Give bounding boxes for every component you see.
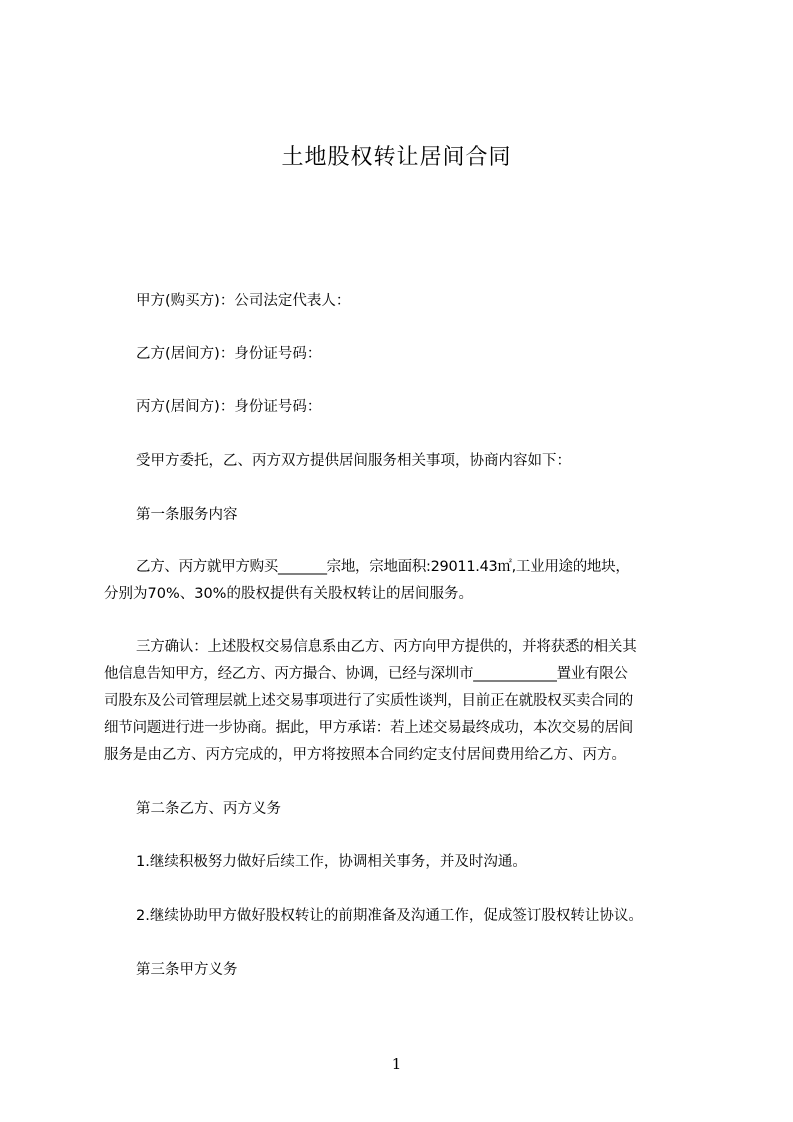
article-1-paragraph-2-line-3: 司股东及公司管理层就上述交易事项进行了实质性谈判，目前正在就股权买卖合同的 <box>104 693 634 709</box>
document-title: 土地股权转让居间合同 <box>281 145 512 170</box>
party-a-line: 甲方(购买方)：公司法定代表人： <box>136 293 351 309</box>
party-c-line: 丙方(居间方)：身份证号码： <box>136 399 322 415</box>
article-1-paragraph-2-line-1: 三方确认：上述股权交易信息系由乙方、丙方向甲方提供的，并将获悉的相关其 <box>136 639 637 655</box>
article-1-heading: 第一条服务内容 <box>136 507 238 523</box>
page-number: 1 <box>391 1055 402 1073</box>
party-b-line: 乙方(居间方)：身份证号码： <box>136 346 322 362</box>
article-2-item-1: 1.继续积极努力做好后续工作，协调相关事务，并及时沟通。 <box>136 854 527 870</box>
article-1-paragraph-2-line-2: 他信息告知甲方，经乙方、丙方撮合、协调，已经与深圳市____________置业有限公 <box>104 666 628 682</box>
article-1-paragraph-1-line-2: 分别为70%、30%的股权提供有关股权转让的居间服务。 <box>104 586 473 602</box>
article-2-item-2: 2.继续协助甲方做好股权转让的前期准备及沟通工作，促成签订股权转让协议。 <box>136 908 643 924</box>
article-1-paragraph-2-line-4: 细节问题进行进一步协商。据此，甲方承诺：若上述交易最终成功，本次交易的居间 <box>104 720 634 736</box>
article-2-heading: 第二条乙方、丙方义务 <box>136 801 281 817</box>
article-1-paragraph-2-line-5: 服务是由乙方、丙方完成的，甲方将按照本合同约定支付居间费用给乙方、丙方。 <box>104 747 626 763</box>
article-3-heading: 第三条甲方义务 <box>136 962 238 978</box>
intro-paragraph: 受甲方委托，乙、丙方双方提供居间服务相关事项，协商内容如下： <box>136 453 571 469</box>
article-1-paragraph-1-line-1: 乙方、丙方就甲方购买_______宗地，宗地面积:29011.43㎡,工业用途的地块， <box>136 559 630 575</box>
